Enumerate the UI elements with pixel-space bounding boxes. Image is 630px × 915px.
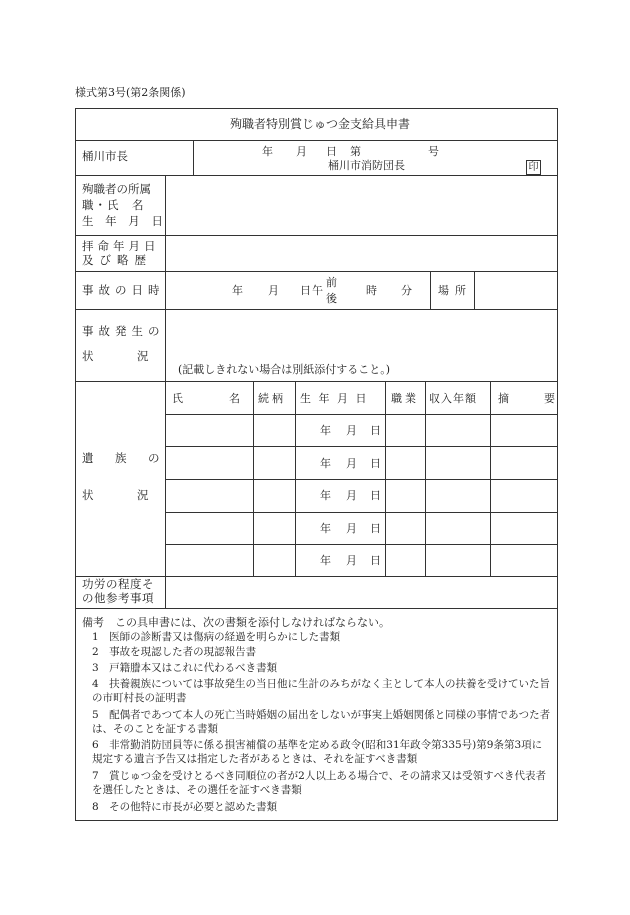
form-title: 殉職者特別賞じゅつ金支給具申書: [230, 117, 411, 131]
addressee: 桶川市長: [82, 149, 128, 163]
date-day: 日: [326, 145, 337, 158]
accident-situation-label-1: 事故発生の: [82, 324, 165, 338]
accident-minute: 分: [401, 284, 412, 297]
merit-label-2: の他参考事項: [82, 591, 154, 605]
issuer: 桶川市消防団長: [328, 159, 405, 172]
form-number: 様式第3号(第2条関係): [75, 86, 186, 99]
accident-year: 年: [232, 284, 243, 297]
accident-am: 前: [326, 276, 337, 289]
seal-mark: 印: [526, 160, 541, 175]
remarks-item-8: 8 その他特に市長が必要と認めた書類: [92, 801, 278, 813]
remarks-heading: 備考 この具申書には、次の書類を添付しなければならない。: [82, 616, 390, 629]
col-name: 氏 名: [172, 392, 248, 405]
deceased-title-name-label: 職・氏 名: [82, 198, 145, 212]
bereaved-label-1: 遺 族 の: [82, 451, 165, 465]
accident-gozen-prefix: 午: [312, 284, 323, 297]
bereaved-label-2: 状 況: [82, 488, 165, 502]
appointment-date-label: 拝命年月日: [82, 239, 160, 253]
date-month: 月: [296, 145, 307, 158]
deceased-affiliation-label: 殉職者の所属: [82, 182, 151, 196]
accident-hour: 時: [366, 284, 377, 297]
remarks-item-4: 4 扶養親族については事故発生の当日他に生計のみちがなく主として本人の扶養を受けていた旨の市町村長の証明書: [92, 678, 550, 704]
col-remarks: 摘 要: [498, 392, 567, 405]
accident-day: 日: [300, 284, 311, 297]
col-birthdate: 生 年 月 日: [300, 392, 369, 405]
accident-datetime-label: 事故の日時: [82, 283, 165, 297]
remarks-item-6: 6 非常勤消防団員等に係る損害補償の基準を定める政令(昭和31年政令第335号)第9条第3項に規定する遺言予告又は指定した者があるときは、それを証すべき書類: [92, 739, 543, 765]
accident-situation-label-2: 状 況: [82, 349, 165, 363]
merit-label-1: 功労の程度そ: [82, 577, 154, 591]
accident-month: 月: [268, 284, 279, 297]
career-label: 及び略歴: [82, 253, 152, 267]
col-income: 収入年額: [429, 392, 477, 405]
accident-place-label: 場所: [438, 284, 472, 297]
remarks-item-5: 5 配偶者であつて本人の死亡当時婚姻の届出をしないが事実上婚姻関係と同様の事情であつた者は、そのことを証する書類: [92, 709, 551, 735]
remarks-item-2: 2 事故を現認した者の現認報告書: [92, 646, 257, 658]
remarks-item-3: 3 戸籍謄本又はこれに代わるべき書類: [92, 662, 278, 674]
doc-no-prefix: 第: [350, 145, 361, 158]
doc-no-suffix: 号: [428, 145, 439, 158]
deceased-birthdate-label: 生 年 月 日: [82, 214, 167, 228]
date-year: 年: [262, 145, 273, 158]
col-occupation: 職業: [391, 392, 419, 405]
accident-situation-note: (記載しきれない場合は別紙添付すること。): [178, 363, 391, 376]
col-relation: 続柄: [258, 392, 286, 405]
remarks-item-1: 1 医師の診断書又は傷病の経過を明らかにした書類: [92, 631, 341, 643]
remarks-item-7: 7 賞じゅつ金を受けとるべき同順位の者が2人以上ある場合で、その請求又は受領すべき代表者を選任したときは、その選任を証すべき書類: [92, 770, 546, 796]
accident-pm: 後: [326, 292, 337, 305]
